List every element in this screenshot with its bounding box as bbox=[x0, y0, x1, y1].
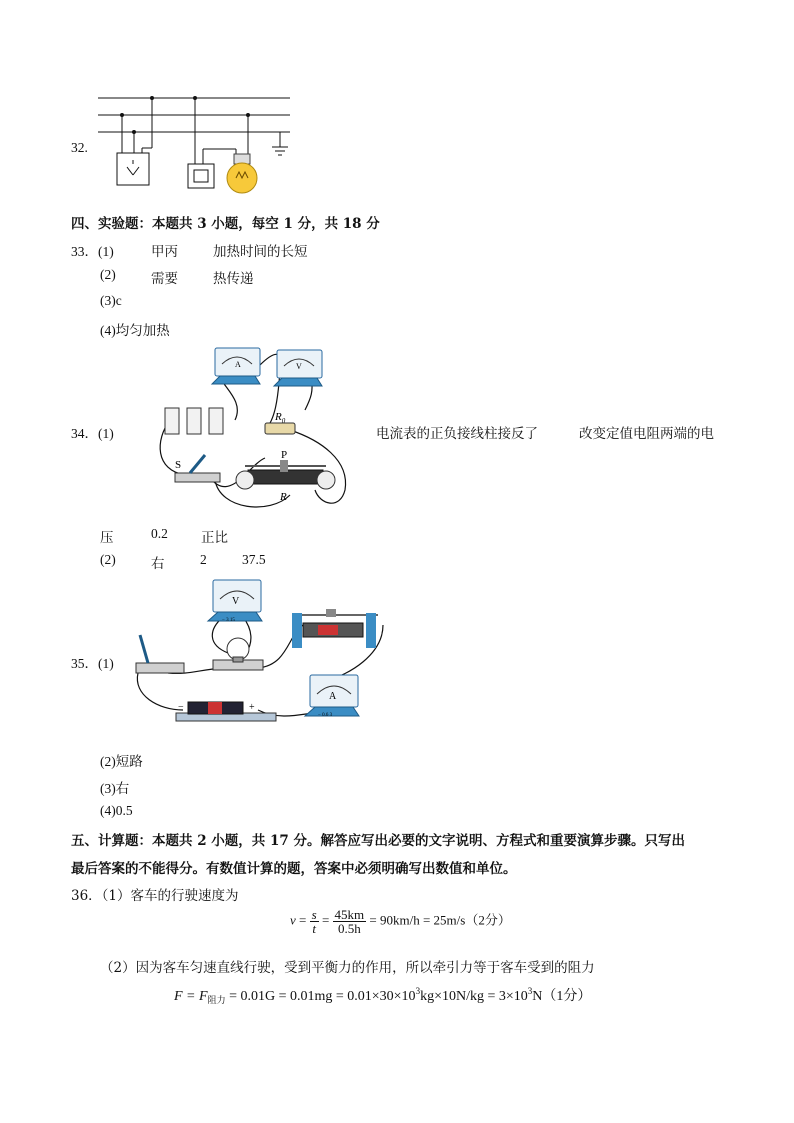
q35-answer-3: (3)右 bbox=[100, 781, 130, 796]
section-4-heading: 四、实验题：本题共 3 小题，每空 1 分，共 18 分 bbox=[71, 216, 380, 232]
q33-number: 33．(1) bbox=[71, 244, 114, 259]
q36-equation-1: v = $\frac{s}{t}$ = $\frac{45km}{0.5h}$ = 90km/h = 25m/s（2分） bbox=[290, 907, 511, 936]
q33-answer-1a: 甲丙 bbox=[151, 244, 178, 260]
q33-answer-1b: 加热时间的长短 bbox=[213, 244, 308, 260]
resistor-r0-icon bbox=[265, 423, 295, 434]
socket-icon bbox=[127, 160, 139, 175]
q34-circuit-figure bbox=[150, 340, 360, 515]
q32-household-circuit-figure bbox=[90, 90, 305, 200]
rheostat-icon bbox=[236, 460, 335, 489]
q32-number: 32. bbox=[71, 140, 88, 155]
q35-answer-4: (4)0.5 bbox=[100, 803, 133, 818]
q33-answer-4: (4)均匀加热 bbox=[100, 323, 170, 338]
q35-ammeter-label: A bbox=[329, 691, 337, 702]
socket-box bbox=[117, 153, 149, 185]
q35-answer-2: (2)短路 bbox=[100, 754, 143, 769]
q35-voltmeter-label: V bbox=[232, 596, 240, 607]
section-5-heading-line1: 五、计算题：本题共 2 小题，共 17 分。解答应写出必要的文字说明、方程式和重要演算步骤。只写出 bbox=[71, 833, 685, 849]
q35-circuit-figure bbox=[128, 575, 388, 735]
q35-number: 35．(1) bbox=[71, 656, 114, 671]
q34-answer-1c: 压 bbox=[100, 530, 114, 546]
q34-answer-2b: 2 bbox=[200, 552, 207, 567]
q33-part2-label: (2) bbox=[100, 267, 116, 282]
q36-part1: 36．（1）客车的行驶速度为 bbox=[71, 888, 239, 904]
ammeter-label: A bbox=[235, 360, 241, 369]
battery-plus: + bbox=[249, 702, 255, 713]
q33-answer-2b: 热传递 bbox=[213, 271, 254, 287]
battery-icon bbox=[165, 408, 223, 434]
switch-box bbox=[188, 164, 214, 188]
q36-part2: （2）因为客车匀速直线行驶，受到平衡力的作用，所以牵引力等于客车受到的阻力 bbox=[100, 960, 595, 976]
section-5-heading-line2: 最后答案的不能得分。有数值计算的题，答案中必须明确写出数值和单位。 bbox=[71, 861, 517, 877]
battery-minus: − bbox=[178, 702, 184, 713]
q34-answer-2c: 37.5 bbox=[242, 552, 266, 567]
voltmeter-label: V bbox=[296, 362, 302, 371]
q35-ammeter-terminals: − 0.6 3 bbox=[318, 713, 333, 718]
q36-equation-2: $F = F_{阻力} = 0.01G = 0.01mg = 0.01\times 30\times 10^3kg\times 10N/kg = 3\times 10^3N(1$分） bbox=[174, 986, 592, 1005]
r0-label: $R_0$ bbox=[275, 411, 286, 425]
q34-number: 34．(1) bbox=[71, 426, 114, 441]
q34-answer-1e: 正比 bbox=[201, 530, 228, 546]
q34-answer-2a: 右 bbox=[151, 556, 165, 572]
wire bbox=[137, 673, 183, 710]
q35-voltmeter-terminals: − 3 15 bbox=[222, 618, 235, 623]
rheostat-label: R bbox=[280, 491, 287, 503]
slider-label: P bbox=[281, 449, 288, 461]
q33-answer-3: (3)c bbox=[100, 293, 122, 308]
q34-answer-1a: 电流表的正负接线柱接反了 bbox=[376, 426, 538, 442]
q34-part2-label: (2) bbox=[100, 552, 116, 567]
q35-bulb-icon bbox=[213, 638, 263, 670]
switch-label: S bbox=[175, 459, 182, 471]
q34-answer-1d: 0.2 bbox=[151, 526, 168, 541]
q33-answer-2a: 需要 bbox=[151, 271, 178, 287]
q35-switch-icon bbox=[136, 663, 184, 673]
switch-icon bbox=[175, 473, 220, 482]
q35-rheostat-icon bbox=[292, 609, 378, 648]
q34-answer-1b: 改变定值电阻两端的电 bbox=[579, 426, 714, 442]
bulb-icon bbox=[227, 154, 257, 193]
